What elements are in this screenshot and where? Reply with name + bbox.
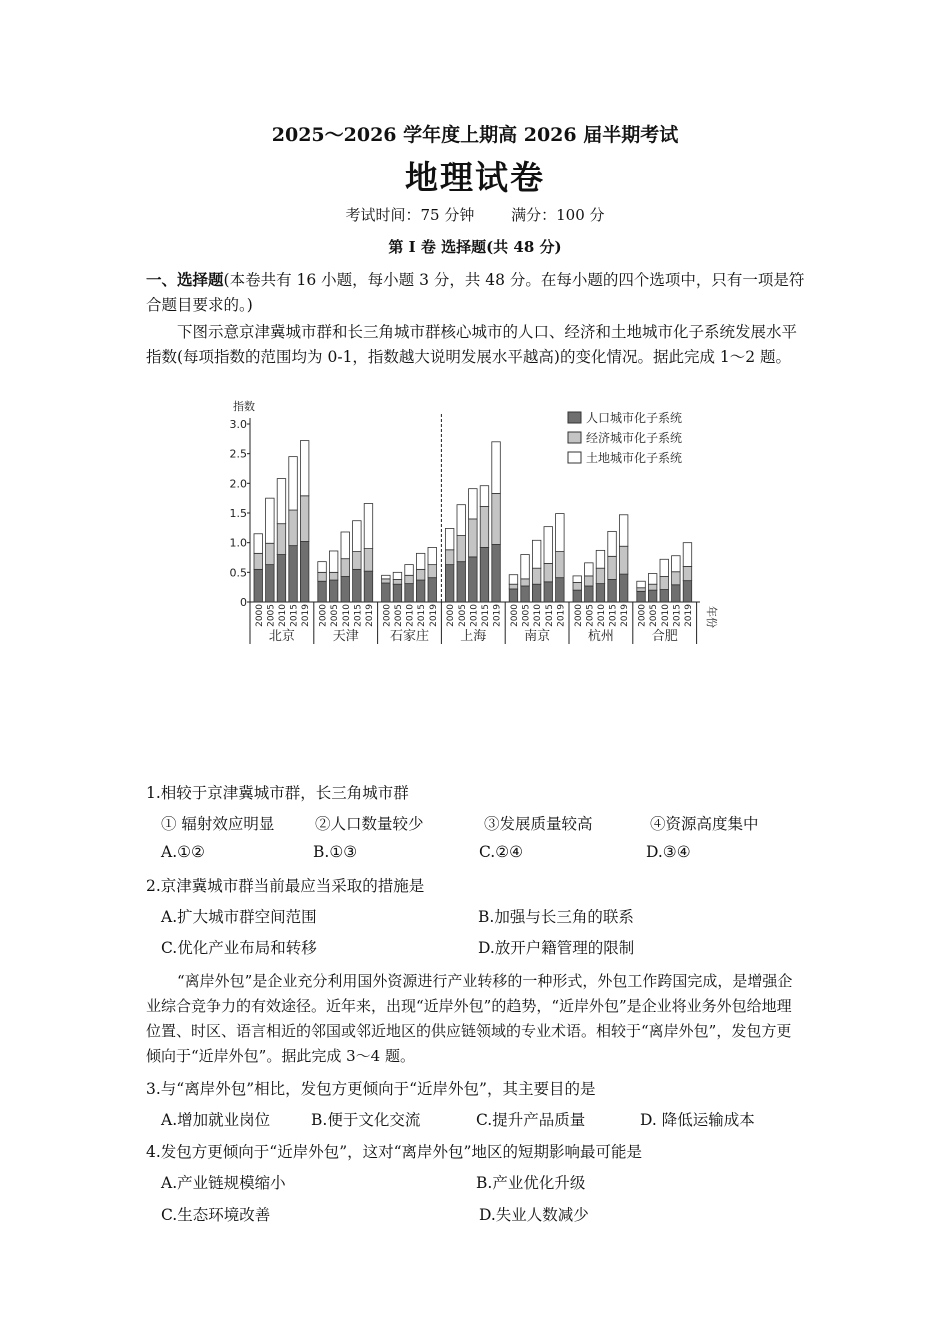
x-tick-label-year: 2000 xyxy=(446,604,457,627)
bar-population xyxy=(353,569,362,602)
bar-economy xyxy=(544,563,553,581)
bar-population xyxy=(405,584,414,602)
bar-economy xyxy=(683,566,692,580)
bar-economy xyxy=(254,553,263,569)
bar-land xyxy=(480,486,489,507)
x-tick-label-year: 2015 xyxy=(608,604,619,627)
x-tick-label-year: 2015 xyxy=(289,604,300,627)
bar-land xyxy=(585,563,594,576)
legend-label: 经济城市化子系统 xyxy=(586,431,683,445)
x-tick-label-year: 2000 xyxy=(382,604,393,627)
bar-economy xyxy=(405,575,414,583)
city-label: 北京 xyxy=(268,629,295,644)
bar-land xyxy=(457,505,466,536)
legend-swatch xyxy=(568,432,581,443)
bar-economy xyxy=(277,524,286,555)
city-label: 天津 xyxy=(332,629,359,644)
question-2-stem: 2.京津冀城市群当前最应当采取的措施是 xyxy=(146,877,425,895)
bar-population xyxy=(289,546,298,602)
bar-land xyxy=(266,498,275,543)
bar-land xyxy=(329,551,338,572)
x-tick-label-year: 2005 xyxy=(266,604,277,627)
bar-economy xyxy=(445,550,454,565)
bar-population xyxy=(300,541,309,602)
bar-land xyxy=(353,521,362,552)
x-tick-label-year: 2015 xyxy=(480,604,491,627)
bar-economy xyxy=(619,546,628,574)
bar-land xyxy=(445,528,454,549)
x-tick-label-year: 2005 xyxy=(521,604,532,627)
x-tick-label-year: 2005 xyxy=(457,604,468,627)
q4-option-c[interactable]: C.生态环境改善 xyxy=(161,1206,271,1224)
bar-economy xyxy=(509,584,518,589)
y-tick-label: 2.0 xyxy=(229,477,247,491)
legend-label: 人口城市化子系统 xyxy=(586,411,683,425)
x-tick-label-year: 2000 xyxy=(254,604,265,627)
passage-1: 下图示意京津冀城市群和长三角城市群核心城市的人口、经济和土地城市化子系统发展水平指数(每项指数的范围均为 0-1，指数越大说明发展水平越高)的变化情况。据此完成 1～2 题。 xyxy=(146,323,798,366)
city-label: 南京 xyxy=(524,629,551,644)
q2-option-a[interactable]: A.扩大城市群空间范围 xyxy=(161,908,317,926)
x-tick-label-year: 2000 xyxy=(318,604,329,627)
bar-economy xyxy=(318,572,327,581)
question-4-stem: 4.发包方更倾向于“近岸外包”，这对“离岸外包”地区的短期影响最可能是 xyxy=(146,1143,642,1161)
bar-land xyxy=(660,559,669,576)
bar-economy xyxy=(416,569,425,580)
bar-population xyxy=(521,586,530,602)
bar-land xyxy=(428,547,437,564)
x-tick-label-year: 2019 xyxy=(428,604,439,627)
bar-economy xyxy=(492,493,501,544)
part-title: 第 I 卷 选择题(共 48 分) xyxy=(388,238,562,256)
x-tick-label-year: 2010 xyxy=(405,604,416,627)
bar-land xyxy=(556,514,565,552)
q2-option-d[interactable]: D.放开户籍管理的限制 xyxy=(478,939,635,957)
y-tick-label: 1.5 xyxy=(229,507,247,520)
exam-title: 2025～2026 学年度上期高 2026 届半期考试 xyxy=(271,124,679,146)
city-label: 合肥 xyxy=(651,629,678,644)
q4-option-b[interactable]: B.产业优化升级 xyxy=(476,1174,586,1192)
bar-population xyxy=(445,565,454,602)
x-tick-label-year: 2000 xyxy=(637,604,648,627)
bar-economy xyxy=(648,584,657,590)
q1-item-1: ① 辐射效应明显 xyxy=(161,815,275,833)
q1-item-3: ③发展质量较高 xyxy=(484,815,593,833)
q4-option-d[interactable]: D.失业人数减少 xyxy=(479,1206,589,1224)
bar-land xyxy=(532,540,541,568)
bar-population xyxy=(277,555,286,602)
section-instructions xyxy=(146,267,806,318)
bar-land xyxy=(619,515,628,546)
x-tick-label-year: 2019 xyxy=(301,604,312,627)
bar-population xyxy=(341,576,350,602)
x-tick-label-year: 2000 xyxy=(509,604,520,627)
bar-population xyxy=(428,578,437,602)
bar-economy xyxy=(364,549,373,572)
bar-economy xyxy=(341,559,350,577)
bar-population xyxy=(619,574,628,602)
bar-economy xyxy=(573,582,582,590)
bar-economy xyxy=(393,579,402,584)
q2-option-c[interactable]: C.优化产业布局和转移 xyxy=(161,939,317,957)
bar-land xyxy=(469,489,478,519)
bar-economy xyxy=(457,536,466,562)
legend-swatch xyxy=(568,452,581,463)
bar-land xyxy=(416,553,425,569)
x-tick-label-year: 2015 xyxy=(544,604,555,627)
bar-land xyxy=(544,527,553,564)
bar-economy xyxy=(637,588,646,592)
bar-economy xyxy=(608,556,617,579)
bar-population xyxy=(683,581,692,602)
bar-economy xyxy=(596,568,605,583)
bar-economy xyxy=(585,576,594,586)
q1-item-4: ④资源高度集中 xyxy=(650,815,759,833)
bar-land xyxy=(648,574,657,585)
bar-economy xyxy=(660,576,669,589)
bar-population xyxy=(393,584,402,602)
y-tick-label: 0.5 xyxy=(229,566,247,580)
exam-info xyxy=(0,204,950,225)
bar-land xyxy=(596,550,605,568)
bar-population xyxy=(416,580,425,602)
bar-population xyxy=(509,589,518,602)
x-tick-label-year: 2010 xyxy=(533,604,544,627)
bar-economy xyxy=(289,510,298,546)
bar-population xyxy=(573,590,582,602)
legend-label: 土地城市化子系统 xyxy=(586,451,683,465)
bar-population xyxy=(457,562,466,602)
question-1-stem: 1.相较于京津冀城市群，长三角城市群 xyxy=(146,784,409,802)
bar-land xyxy=(683,543,692,567)
bar-land xyxy=(608,531,617,556)
x-tick-label-year: 2015 xyxy=(672,604,683,627)
bar-population xyxy=(648,590,657,602)
q3-option-b[interactable]: B.便于文化交流 xyxy=(311,1111,421,1129)
bar-population xyxy=(637,591,646,602)
question-3-stem: 3.与“离岸外包”相比，发包方更倾向于“近岸外包”，其主要目的是 xyxy=(146,1080,596,1098)
urbanization-chart xyxy=(228,396,718,652)
x-tick-label-year: 2019 xyxy=(556,604,567,627)
q2-option-b[interactable]: B.加强与长三角的联系 xyxy=(478,908,634,926)
bar-land xyxy=(300,441,309,496)
bar-land xyxy=(521,555,530,579)
x-tick-label-year: 2005 xyxy=(585,604,596,627)
bar-economy xyxy=(382,579,391,583)
exam-score: 满分：100 分 xyxy=(511,206,605,224)
bar-population xyxy=(608,579,617,602)
bar-economy xyxy=(428,565,437,578)
bar-population xyxy=(585,586,594,602)
x-tick-label-year: 2010 xyxy=(596,604,607,627)
x-tick-label-year: 2019 xyxy=(683,604,694,627)
x-tick-label-year: 2019 xyxy=(364,604,375,627)
x-tick-label-year: 2005 xyxy=(330,604,341,627)
bar-economy xyxy=(300,496,309,542)
q1-option-d[interactable]: D.③④ xyxy=(646,843,691,861)
bar-population xyxy=(492,544,501,602)
y-tick-label: 2.5 xyxy=(229,447,247,461)
x-tick-label-year: 2015 xyxy=(353,604,364,627)
bar-population xyxy=(382,583,391,602)
x-axis-label: 年份 xyxy=(705,606,718,628)
subject-title: 地理试卷 xyxy=(405,158,545,197)
bar-population xyxy=(364,571,373,602)
bar-economy xyxy=(556,552,565,578)
chart-legend xyxy=(568,410,682,465)
bar-population xyxy=(480,547,489,602)
y-tick-label: 3.0 xyxy=(229,418,247,431)
bar-land xyxy=(382,575,391,579)
bar-land xyxy=(393,572,402,579)
q1-option-a[interactable]: A.①② xyxy=(161,843,205,861)
bar-economy xyxy=(672,572,681,585)
bar-land xyxy=(289,457,298,510)
q4-option-a[interactable]: A.产业链规模缩小 xyxy=(161,1174,286,1192)
x-tick-label-year: 2010 xyxy=(341,604,352,627)
bar-economy xyxy=(329,572,338,580)
bar-land xyxy=(573,576,582,583)
bar-population xyxy=(672,585,681,602)
bar-land xyxy=(509,575,518,584)
bar-economy xyxy=(521,579,530,586)
x-tick-label-year: 2019 xyxy=(492,604,503,627)
city-label: 上海 xyxy=(460,629,487,644)
bar-land xyxy=(492,442,501,494)
exam-time: 考试时间：75 分钟 xyxy=(345,206,475,224)
bar-population xyxy=(544,582,553,602)
q3-option-d[interactable]: D. 降低运输成本 xyxy=(640,1111,755,1129)
x-tick-label-year: 2010 xyxy=(277,604,288,627)
bar-population xyxy=(660,590,669,602)
bar-population xyxy=(469,557,478,602)
bar-land xyxy=(405,565,414,576)
bar-economy xyxy=(266,543,275,564)
bar-economy xyxy=(480,506,489,547)
section-label: 一、选择题 xyxy=(146,270,224,289)
bar-land xyxy=(637,581,646,588)
bar-population xyxy=(329,580,338,602)
bar-land xyxy=(341,532,350,559)
x-tick-label-year: 2019 xyxy=(620,604,631,627)
q1-option-c[interactable]: C.②④ xyxy=(479,843,524,861)
q1-item-2: ②人口数量较少 xyxy=(315,815,424,833)
bar-land xyxy=(318,562,327,573)
bar-economy xyxy=(353,552,362,570)
city-label: 石家庄 xyxy=(389,629,430,644)
x-tick-label-year: 2005 xyxy=(649,604,660,627)
city-label: 杭州 xyxy=(587,629,614,644)
q3-option-a[interactable]: A.增加就业岗位 xyxy=(161,1111,271,1129)
x-tick-label-year: 2010 xyxy=(469,604,480,627)
bar-population xyxy=(532,584,541,602)
x-tick-label-year: 2015 xyxy=(417,604,428,627)
bar-economy xyxy=(469,519,478,557)
q3-option-c[interactable]: C.提升产品质量 xyxy=(476,1111,586,1129)
bar-population xyxy=(266,565,275,602)
legend-swatch xyxy=(568,412,581,423)
passage-2: “离岸外包”是企业充分利用国外资源进行产业转移的一种形式，外包工作跨国完成，是增强企业综合竞争力的有效途径。近年来，出现“近岸外包”的趋势，“近岸外包”是企业将业务外包给地理位置、时区、语言相近的邻国或邻近地区的供应链领域的专业术语。相较于“离岸外包”，发包方更倾向于“近岸外包”。据此完成 3～4 题。 xyxy=(146,972,793,1065)
bar-land xyxy=(364,504,373,549)
bar-economy xyxy=(532,568,541,584)
x-tick-label-year: 2010 xyxy=(660,604,671,627)
q1-option-b[interactable]: B.①③ xyxy=(313,843,358,861)
x-tick-label-year: 2005 xyxy=(393,604,404,627)
bar-land xyxy=(277,479,286,524)
x-tick-label-year: 2000 xyxy=(573,604,584,627)
bar-land xyxy=(672,556,681,572)
y-tick-label: 0 xyxy=(240,596,247,609)
bar-population xyxy=(596,584,605,602)
y-tick-label: 1.0 xyxy=(229,536,247,550)
bar-land xyxy=(254,534,263,554)
bar-population xyxy=(254,569,263,602)
section-instruction-text: (本卷共有 16 小题，每小题 3 分，共 48 分。在每小题的四个选项中，只有一项是符合题目要求的。) xyxy=(146,271,805,314)
bar-population xyxy=(556,578,565,602)
bar-population xyxy=(318,581,327,602)
y-axis-label: 指数 xyxy=(233,400,255,413)
